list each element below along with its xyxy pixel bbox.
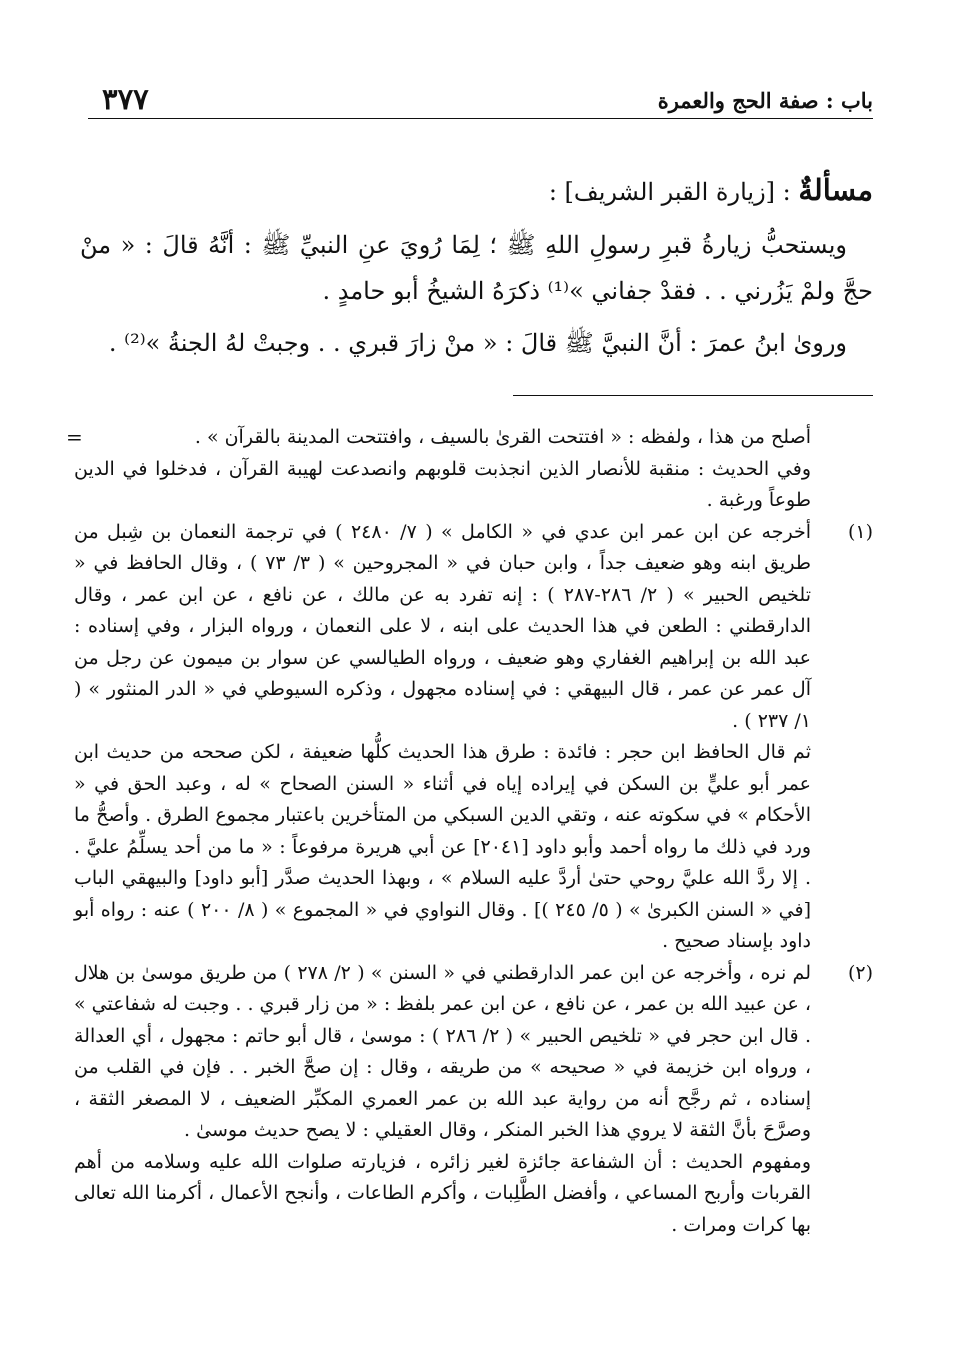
footnote-paragraph: ثم قال الحافظ ابن حجر : فائدة : طرق هذا الحديث كلُّها ضعيفة ، لكن صححه من حديث ابن عمر أبو عليٍّ بن السكن في إيراده إياه في أثناء « السنن الصحاح » له ، وعبد الحق في « الأحكام » في سكوته عنه ، وتقي الدين السبكي من المتأخرين باعتبار مجموع الطرق . وأصحُّ ما ورد في ذلك ما رواه أحمد وأبو داود [٢٠٤١] عن أبي هريرة مرفوعاً : « ما من أحد يسلِّمُ عليَّ . . إلا ردَّ الله عليَّ روحي حتىٰ أردَّ عليه السلام » ، وبهذا الحديث صدَّر [أبو داود] والبيهقي الباب [في « السنن الكبرىٰ » ( ٥/ ٢٤٥ )] . وقال النواوي في « المجموع » ( ٨/ ٢٠٠ ) عنه : رواه أبو داود بإسناد صحيح . xyxy=(74,741,811,952)
footnote-paragraph: ومفهوم الحديث : أن الشفاعة جائزة لغير زائره ، فزيارته صلوات الله عليه وسلامه من أهم القربات وأربح المساعي ، وأفضل الطَّلِبات ، وأكرم الطاعات ، وأنجح الأعمال ، أكرمنا الله تعالى بها كرات ومرات . xyxy=(74,1150,811,1236)
footnote-paragraph: وفي الحديث : منقبة للأنصار الذين انجذبت قلوبهم وانصدعت لهيبة القرآن ، فدخلوا في الدين طوعاً ورغبة . xyxy=(74,457,811,511)
main-text xyxy=(80,168,873,372)
continuation-marker: = xyxy=(66,425,83,449)
footnote-marker: (٢) xyxy=(847,961,873,984)
footnote-paragraph: أصلح من هذا ، ولفظه : « افتتحت القرىٰ بالسيف ، وافتتحت المدينة بالقرآن » . xyxy=(194,426,811,448)
footnote-2 xyxy=(74,958,873,1242)
running-header xyxy=(88,82,873,119)
issue-topic: : [زيارة القبر الشريف] : xyxy=(548,178,799,206)
main-paragraph: وروىٰ ابنُ عمرَ : أنَّ النبيَّ ﷺ قالَ : « منْ زارَ قبري . . وجبتْ لهُ الجنةُ »⁽²⁾ . xyxy=(108,329,847,357)
issue-label: مسألةٌ xyxy=(798,173,873,207)
footnotes xyxy=(66,422,873,1241)
main-paragraph: ويستحبُّ زيارةُ قبرِ رسولِ اللهِ ﷺ ؛ لِمَا رُويَ عنِ النبيِّ ﷺ : أنَّهُ قالَ : « منْ حجَّ ولمْ يَزُرني . . فقدْ جفاني »⁽¹⁾ ذكرَهُ الشيخُ أبو حامدٍ . xyxy=(80,231,873,305)
footnote-paragraph: أخرجه عن ابن عمر ابن عدي في « الكامل » ( ٧/ ٢٤٨٠ ) في ترجمة النعمان بن شِبل من طريق ابنه وهو ضعيف جداً ، وابن حبان في « المجروحين » ( ٣/ ٧٣ ) ، وقال الحافظ في « تلخيص الحبير » ( ٢/ ٢٨٦-٢٨٧ ) : إنه تفرد به عن مالك ، عن نافع ، عن ابن عمر ، وقال الدارقطني : الطعن في هذا الحديث على ابنه ، لا على النعمان ، ورواه البزار ، وفي إسناده : عبد الله بن إبراهيم الغفاري وهو ضعيف ، ورواه الطيالسي عن سوار بن ميمون عن رجل من آل عمر عن عمر ، قال البيهقي : في إسناده مجهول ، وذكره السيوطي في « الدر المنثور » ( ١/ ٢٣٧ ) . xyxy=(74,520,811,732)
footnote-paragraph: لم نره ، وأخرجه عن ابن عمر الدارقطني في « السنن » ( ٢/ ٢٧٨ ) من طريق موسىٰ بن هلال ، عن عبيد الله بن عمر ، عن نافع ، عن ابن عمر بلفظ : « من زار قبري . . وجبت له شفاعتي » . قال ابن حجر في « تلخيص الحبير » ( ٢/ ٢٨٦ ) : موسىٰ ، قال أبو حاتم : مجهول ، أي العدالة ، ورواه ابن خزيمة في « صحيحه » من طريقه ، وقال : إن صحَّ الخبر . . فإن في القلب من إسناده ، ثم رجَّح أنه من رواية عبد الله بن عمر العمري المكبِّر الضعيف ، لا المصغر الثقة ، وصرَّحَ بأنَّ الثقة لا يروي هذا الخبر المنكر ، وقال العقيلي : لا يصح حديث موسىٰ . xyxy=(74,961,811,1141)
footnote-continued xyxy=(66,422,873,517)
footnote-marker: (١) xyxy=(847,520,873,543)
issue-heading xyxy=(80,168,873,214)
footnote-1 xyxy=(74,517,873,958)
footnote-separator xyxy=(513,395,873,396)
chapter-title: باب : صفة الحج والعمرة xyxy=(657,88,873,113)
page-number: ٣٧٧ xyxy=(102,82,149,116)
